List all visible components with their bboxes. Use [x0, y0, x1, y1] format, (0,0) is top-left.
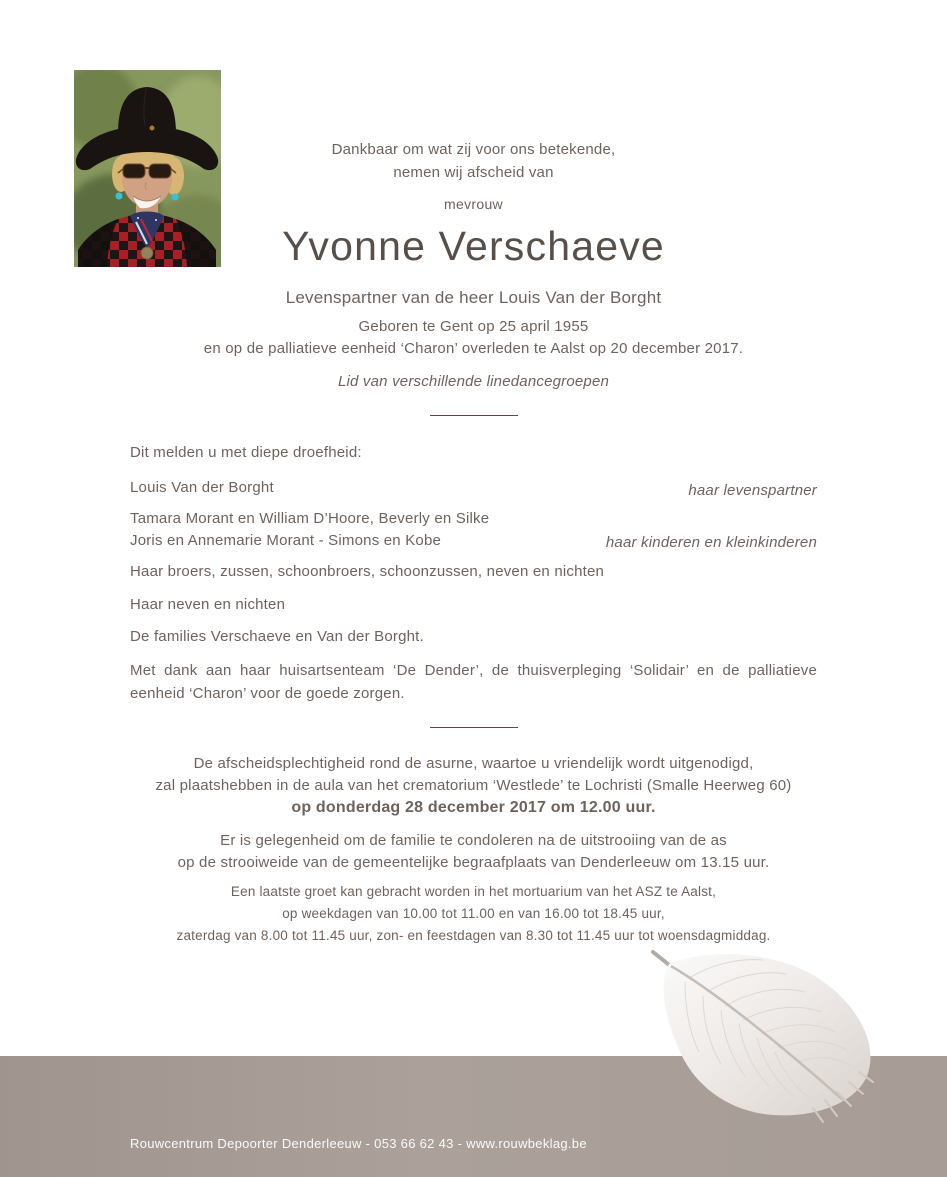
- feather-illustration: [645, 948, 900, 1128]
- mortuary-line: op weekdagen van 10.00 tot 11.00 en van 16.00 tot 18.45 uur,: [282, 906, 665, 921]
- condolence-line: op de strooiweide van de gemeentelijke begraafplaats van Denderleeuw om 13.15 uur.: [177, 854, 770, 871]
- thanks-paragraph: Met dank aan haar huisartsenteam ‘De Dender’, de thuisverpleging ‘Solidair’ en de palliatieve eenheid ‘Charon’ voor de goede zorgen.: [130, 662, 817, 702]
- relative-row: [130, 477, 817, 499]
- mortuary-line: Een laatste groet kan gebracht worden in het mortuarium van het ASZ te Aalst,: [230, 884, 717, 899]
- mortuary-line: zaterdag van 8.00 tot 11.45 uur, zon- en feestdagen van 8.30 tot 11.45 uur tot woensdagmiddag.: [176, 928, 771, 943]
- relative-names: Louis Van der Borght: [130, 479, 274, 496]
- relative-relation: haar levenspartner: [688, 481, 817, 499]
- relative-relation: haar kinderen en kleinkinderen: [605, 534, 817, 551]
- funeral-home-contact: Rouwcentrum Depoorter Denderleeuw - 053 66 62 43 - www.rouwbeklag.be: [130, 1136, 587, 1151]
- divider: [430, 415, 518, 416]
- announcement-intro: Dit melden u met diepe droefheid:: [130, 444, 362, 461]
- mortuary-block: [0, 881, 947, 947]
- relative-row: Haar neven en nichten: [130, 596, 286, 613]
- condolence-block: [0, 830, 947, 874]
- death-line: en op de palliatieve eenheid ‘Charon’ overleden te Aalst op 20 december 2017.: [203, 340, 744, 357]
- ceremony-line: zal plaatshebben in de aula van het crematorium ‘Westlede’ te Lochristi (Smalle Heerweg 60): [155, 777, 792, 794]
- relative-row: Haar broers, zussen, schoonbroers, schoonzussen, neven en nichten: [130, 563, 605, 580]
- relative-row: De families Verschaeve en Van der Borght.: [130, 628, 424, 645]
- ceremony-date-line: op donderdag 28 december 2017 om 12.00 uur.: [291, 799, 656, 816]
- ceremony-block: [0, 753, 947, 819]
- opening-lines: [0, 138, 947, 184]
- birth-death-lines: [0, 316, 947, 360]
- opening-line: Dankbaar om wat zij voor ons betekende,: [331, 141, 616, 158]
- membership-line: Lid van verschillende linedancegroepen: [337, 373, 610, 390]
- ceremony-line: De afscheidsplechtigheid rond de asurne, waartoe u vriendelijk wordt uitgenodigd,: [193, 755, 754, 772]
- birth-line: Geboren te Gent op 25 april 1955: [358, 318, 589, 335]
- relative-row: [130, 508, 817, 551]
- salutation: mevrouw: [444, 196, 503, 212]
- condolence-line: Er is gelegenheid om de familie te condoleren na de uitstrooiing van de as: [220, 832, 727, 849]
- feather-image: [645, 948, 900, 1128]
- opening-line: nemen wij afscheid van: [393, 164, 554, 181]
- partner-line: Levenspartner van de heer Louis Van der Borght: [285, 288, 662, 307]
- relative-names: Tamara Morant en William D’Hoore, Beverly en Silke Joris en Annemarie Morant - Simons en Kobe: [130, 510, 490, 549]
- deceased-name: Yvonne Verschaeve: [282, 223, 665, 269]
- divider: [430, 727, 518, 728]
